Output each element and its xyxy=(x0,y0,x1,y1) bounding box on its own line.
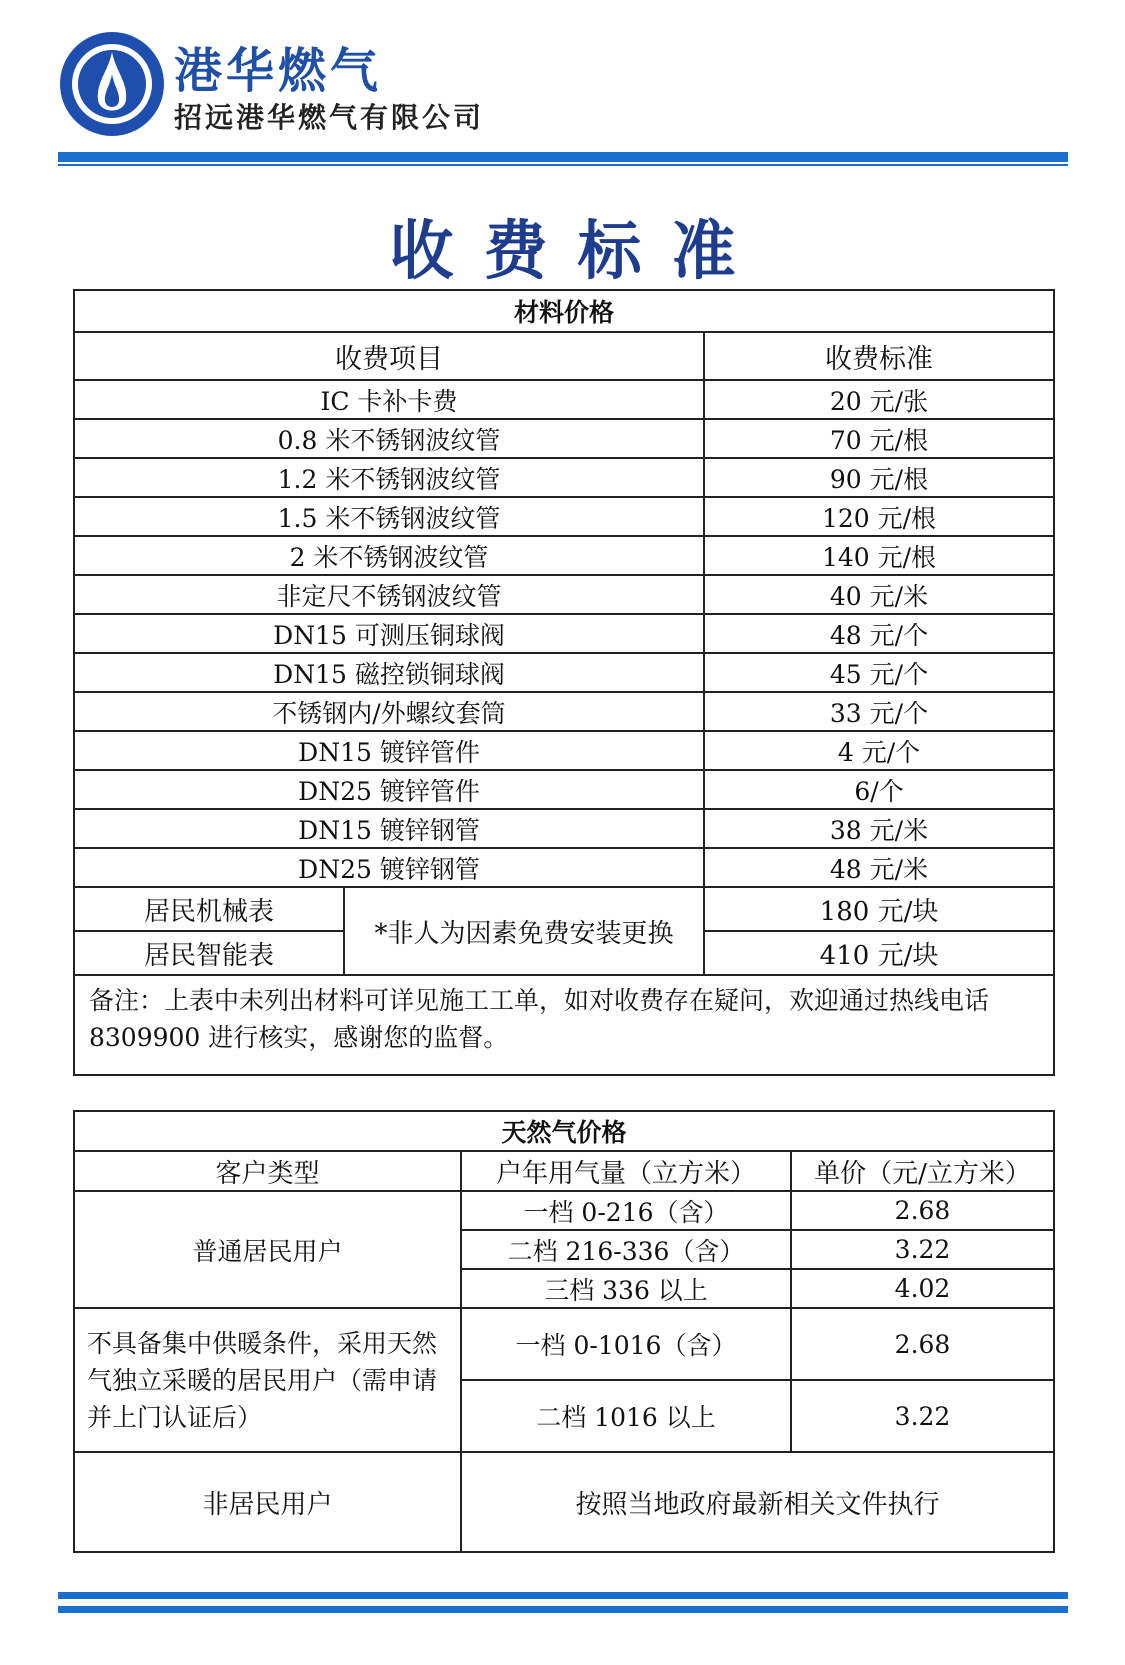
materials-section-title: 材料价格 xyxy=(74,290,1054,332)
meter-price: 410 元/块 xyxy=(704,931,1054,975)
material-price: 40 元/米 xyxy=(704,575,1054,614)
material-price: 140 元/根 xyxy=(704,536,1054,575)
material-price: 70 元/根 xyxy=(704,419,1054,458)
material-item: DN15 镀锌管件 xyxy=(74,731,704,770)
material-price: 33 元/个 xyxy=(704,692,1054,731)
tier-price: 4.02 xyxy=(791,1269,1054,1308)
table-row xyxy=(74,692,1054,731)
customer-type-heating: 不具备集中供暖条件，采用天然气独立采暖的居民用户（需申请并上门认证后） xyxy=(74,1308,461,1452)
material-item: DN25 镀锌管件 xyxy=(74,770,704,809)
col-header-volume: 户年用气量（立方米） xyxy=(461,1151,791,1191)
table-row xyxy=(74,575,1054,614)
col-header-price: 收费标准 xyxy=(704,332,1054,380)
table-row xyxy=(74,653,1054,692)
tier-price: 2.68 xyxy=(791,1191,1054,1230)
customer-type-nonresidential: 非居民用户 xyxy=(74,1452,461,1552)
material-price: 48 元/个 xyxy=(704,614,1054,653)
header xyxy=(58,30,1068,155)
table-row xyxy=(74,1191,1054,1230)
table-row xyxy=(74,380,1054,419)
footer-divider xyxy=(58,1592,1068,1599)
materials-table xyxy=(73,289,1055,1076)
material-price: 120 元/根 xyxy=(704,497,1054,536)
tier-volume: 一档 0-216（含） xyxy=(461,1191,791,1230)
material-item: 1.5 米不锈钢波纹管 xyxy=(74,497,704,536)
material-item: DN25 镀锌钢管 xyxy=(74,848,704,887)
table-row xyxy=(74,770,1054,809)
tier-volume: 二档 1016 以上 xyxy=(461,1380,791,1452)
brand-name: 港华燃气 xyxy=(174,43,383,99)
material-item: DN15 可测压铜球阀 xyxy=(74,614,704,653)
material-item: DN15 磁控锁铜球阀 xyxy=(74,653,704,692)
tier-price: 3.22 xyxy=(791,1380,1054,1452)
table-row xyxy=(74,419,1054,458)
material-item: 2 米不锈钢波纹管 xyxy=(74,536,704,575)
meter-row xyxy=(74,887,1054,931)
material-item: 1.2 米不锈钢波纹管 xyxy=(74,458,704,497)
meter-item: 居民机械表 xyxy=(74,887,344,931)
material-item: IC 卡补卡费 xyxy=(74,380,704,419)
table-row xyxy=(74,848,1054,887)
material-item: 0.8 米不锈钢波纹管 xyxy=(74,419,704,458)
materials-header-row xyxy=(74,332,1054,380)
material-item: DN15 镀锌钢管 xyxy=(74,809,704,848)
material-price: 38 元/米 xyxy=(704,809,1054,848)
col-header-customer-type: 客户类型 xyxy=(74,1151,461,1191)
table-row xyxy=(74,809,1054,848)
table-row xyxy=(74,614,1054,653)
table-row xyxy=(74,731,1054,770)
material-price: 45 元/个 xyxy=(704,653,1054,692)
tier-volume: 一档 0-1016（含） xyxy=(461,1308,791,1380)
material-price: 20 元/张 xyxy=(704,380,1054,419)
gas-header-row xyxy=(74,1151,1054,1191)
table-row xyxy=(74,1308,1054,1380)
material-price: 48 元/米 xyxy=(704,848,1054,887)
tier-volume: 三档 336 以上 xyxy=(461,1269,791,1308)
col-header-unit-price: 单价（元/立方米） xyxy=(791,1151,1054,1191)
remark-text: 备注：上表中未列出材料可详见施工工单，如对收费存在疑问，欢迎通过热线电话 8309900 进行核实，感谢您的监督。 xyxy=(74,975,1054,1075)
customer-type-ordinary: 普通居民用户 xyxy=(74,1191,461,1308)
meter-item: 居民智能表 xyxy=(74,931,344,975)
materials-section-title-row xyxy=(74,290,1054,332)
meter-note: *非人为因素免费安装更换 xyxy=(344,887,704,975)
header-divider xyxy=(58,152,1068,162)
tier-volume: 二档 216-336（含） xyxy=(461,1230,791,1269)
header-divider-thin xyxy=(58,164,1068,166)
gas-price-table xyxy=(73,1110,1055,1553)
footer-divider-2 xyxy=(58,1606,1068,1613)
gas-section-title: 天然气价格 xyxy=(74,1111,1054,1151)
material-price: 6/个 xyxy=(704,770,1054,809)
tier-price: 2.68 xyxy=(791,1308,1054,1380)
material-price: 90 元/根 xyxy=(704,458,1054,497)
company-name: 招远港华燃气有限公司 xyxy=(174,101,485,134)
table-row xyxy=(74,536,1054,575)
col-header-item: 收费项目 xyxy=(74,332,704,380)
table-row xyxy=(74,458,1054,497)
material-item: 非定尺不锈钢波纹管 xyxy=(74,575,704,614)
remark-row xyxy=(74,975,1054,1075)
gas-section-title-row xyxy=(74,1111,1054,1151)
page-title: 收费标准 xyxy=(389,215,766,289)
table-row xyxy=(74,1452,1054,1552)
nonresidential-price-text: 按照当地政府最新相关文件执行 xyxy=(461,1452,1054,1552)
material-item: 不锈钢内/外螺纹套筒 xyxy=(74,692,704,731)
tier-price: 3.22 xyxy=(791,1230,1054,1269)
meter-price: 180 元/块 xyxy=(704,887,1054,931)
material-price: 4 元/个 xyxy=(704,731,1054,770)
flame-logo-icon xyxy=(58,30,166,138)
table-row xyxy=(74,497,1054,536)
